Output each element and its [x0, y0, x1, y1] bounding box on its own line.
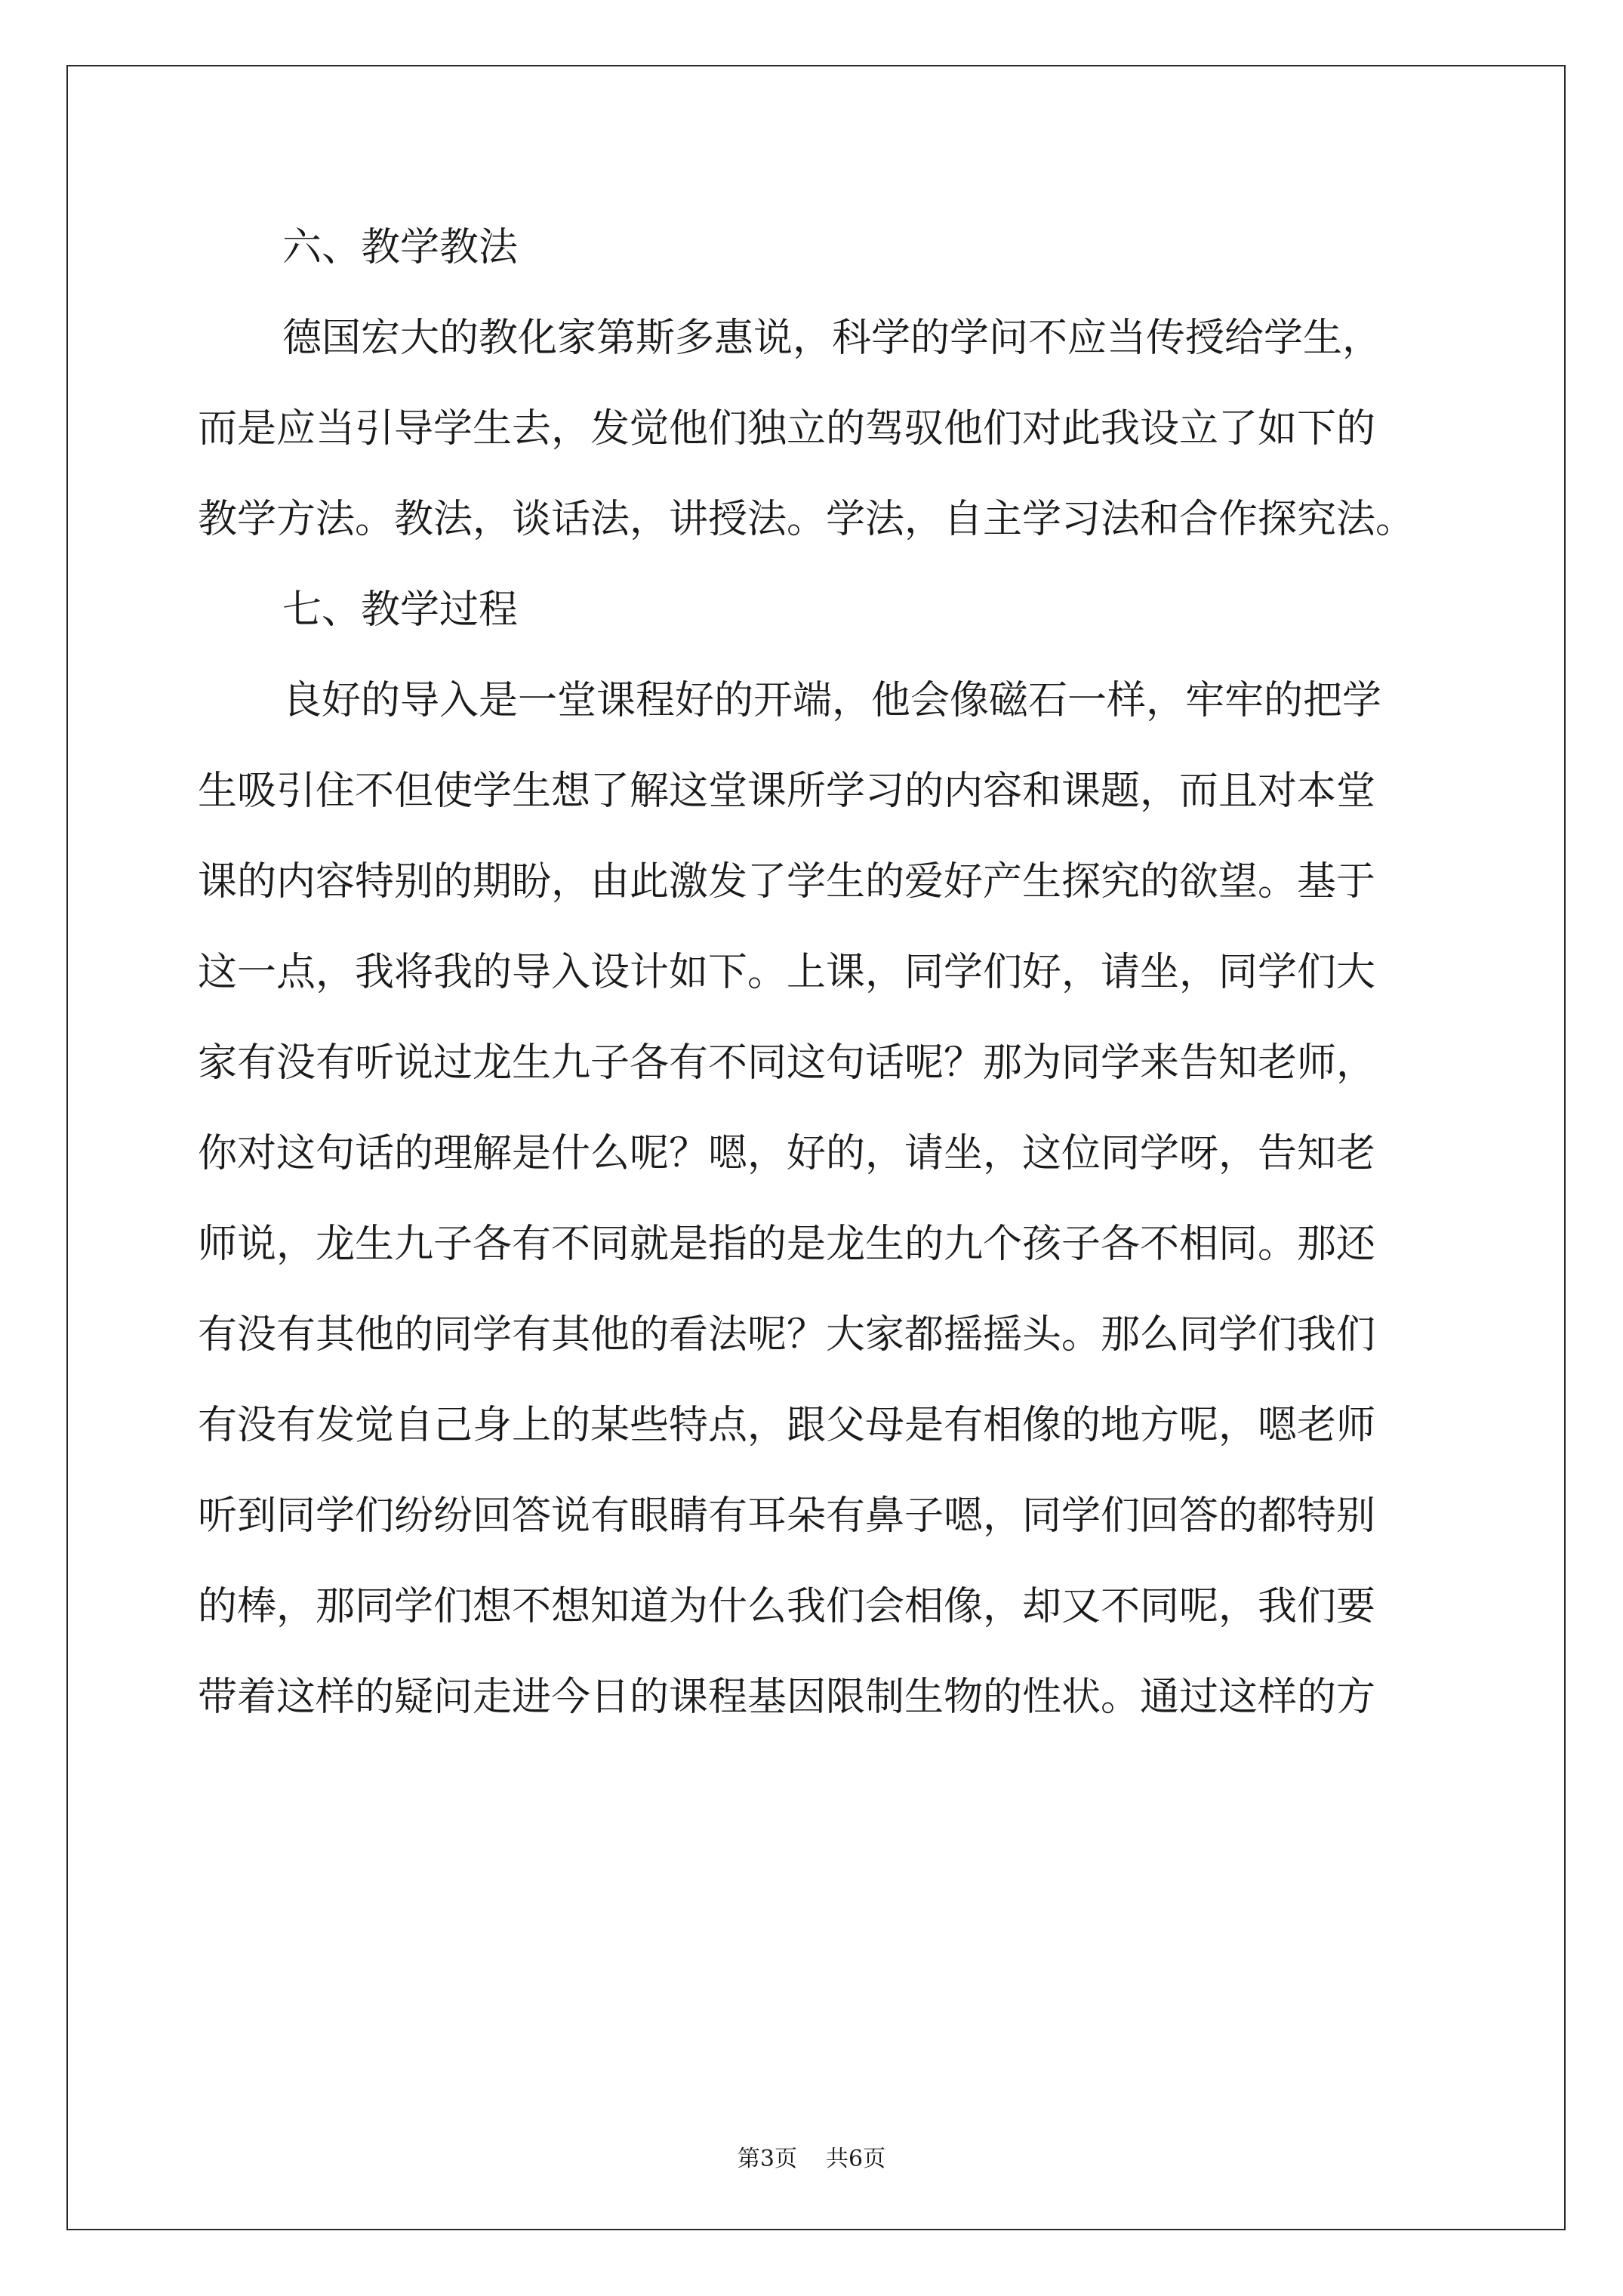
document-body: [198, 202, 1436, 1743]
paragraph-line: 课的内容特别的期盼，由此激发了学生的爱好产生探究的欲望。基于: [198, 859, 1376, 905]
paragraph-line: 生吸引住不但使学生想了解这堂课所学习的内容和课题，而且对本堂: [198, 769, 1376, 814]
paragraph-line: 的棒，那同学们想不想知道为什么我们会相像，却又不同呢，我们要: [198, 1584, 1376, 1629]
paragraph-line: 德国宏大的教化家第斯多惠说，科学的学问不应当传授给学生，: [282, 316, 1382, 361]
heading-teaching-process: 七、教学过程: [282, 587, 519, 633]
paragraph-line: 有没有发觉自己身上的某些特点，跟父母是有相像的地方呢，嗯老师: [198, 1403, 1376, 1448]
paragraph-line: 而是应当引导学生去，发觉他们独立的驾驭他们对此我设立了如下的: [198, 406, 1376, 451]
paragraph-line: 听到同学们纷纷回答说有眼睛有耳朵有鼻子嗯，同学们回答的都特别: [198, 1493, 1376, 1539]
paragraph-line: 这一点，我将我的导入设计如下。上课，同学们好，请坐，同学们大: [198, 950, 1376, 995]
heading-teaching-methods: 六、教学教法: [282, 225, 519, 270]
paragraph-line: 师说，龙生九子各有不同就是指的是龙生的九个孩子各不相同。那还: [198, 1222, 1376, 1267]
paragraph-line: 你对这句话的理解是什么呢？嗯，好的，请坐，这位同学呀，告知老: [198, 1131, 1376, 1176]
paragraph-line: 带着这样的疑问走进今日的课程基因限制生物的性状。通过这样的方: [198, 1675, 1376, 1720]
paragraph-line: 教学方法。教法，谈话法，讲授法。学法，自主学习法和合作探究法。: [198, 497, 1415, 542]
paragraph-line: 家有没有听说过龙生九子各有不同这句话呢？那为同学来告知老师，: [198, 1040, 1376, 1086]
paragraph-line: 有没有其他的同学有其他的看法呢？大家都摇摇头。那么同学们我们: [198, 1312, 1376, 1358]
page-number-current: 第3页: [737, 2146, 797, 2172]
page-footer: [0, 2144, 1623, 2174]
page-number-total: 共6页: [826, 2146, 886, 2172]
paragraph-line: 良好的导入是一堂课程好的开端，他会像磁石一样，牢牢的把学: [282, 678, 1382, 723]
